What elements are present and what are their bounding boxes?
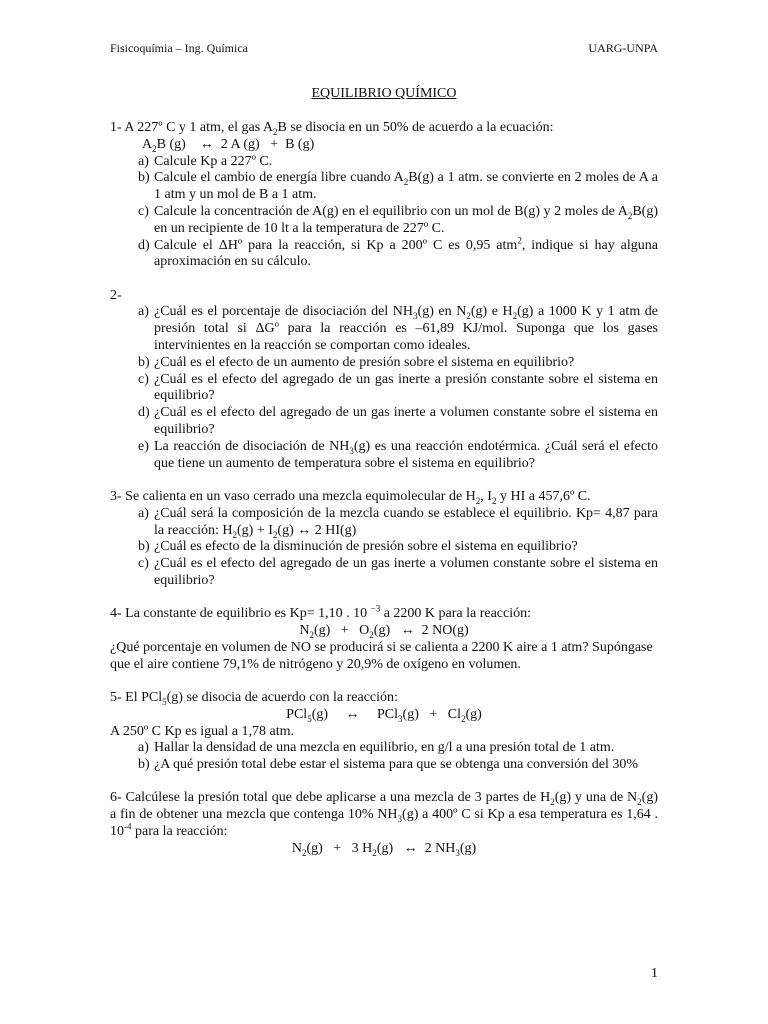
- problem-1-intro: 1- A 227º C y 1 atm, el gas $A_2B$ se disocia en un 50% de acuerdo a la ecuación:: [110, 120, 554, 137]
- problem-1-item-b: b) Calcule el cambio de energía libre cuando $A_2B(g)$ a 1 atm. se convierte en 2 moles de A a 1 atm y un mol de B a 1 atm.: [138, 170, 658, 203]
- header-institution: UARG-UNPA: [588, 41, 658, 55]
- problem-5: [110, 690, 658, 774]
- problem-3-intro: 3- Se calienta en un vaso cerrado una mezcla equimolecular de $H_2$, $I_2$ y HI a 457,6º C.: [110, 488, 591, 506]
- page-number: 1: [651, 966, 658, 981]
- problem-6: [110, 790, 658, 857]
- problem-list: [110, 120, 658, 874]
- problem-6-intro: 6- Calcúlese la presión total que debe aplicarse a una mezcla de 3 partes de $H_2(g)$ y una de $N_2(g)$ a fin de obtener una mezcla que contenga 10% $NH_3(g)$ a 400º C si Kp a esa temperatura es 1,64 . $10^{-4}$ para la reacción:: [110, 790, 659, 839]
- problem-3: [110, 489, 658, 590]
- problem-5-kp: A 250º C Kp es igual a 1,78 atm.: [110, 723, 294, 739]
- page-title: EQUILIBRIO QUÍMICO: [311, 86, 457, 101]
- problem-5-equation: PCl$_5$(g) ↔ $PCl_3(g) + Cl_2(g)$: [286, 706, 482, 724]
- problem-5-item-b: b) ¿A qué presión total debe estar el sistema para que se obtenga una conversión del 30%: [138, 757, 639, 773]
- problem-1-equation: $A_2B$ (g) ↔ 2 A (g) + B (g): [142, 136, 315, 154]
- problem-6-equation: $N_2(g) + 3$ $H_2(g)$ ↔ 2 $NH_3(g)$: [291, 840, 477, 858]
- problem-1: [110, 120, 658, 271]
- problem-2: [110, 288, 658, 473]
- problem-2-item-e: e) La reacción de disociación de $NH_3(g)$ es una reacción endotérmica. ¿Cuál será el efecto que tiene un aumento de temperatura sobre el sistema en equilibrio?: [138, 438, 658, 471]
- problem-3-item-c: c) ¿Cuál es el efecto del agregado de un gas inerte a volumen constante sobre el sistema en equilibrio?: [138, 556, 658, 588]
- problem-1-item-d: d) Calcule el ΔHº para la reacción, si Kp a 200º C es 0,95 atm$^2$, indique si hay alguna aproximación en su cálculo.: [138, 234, 658, 270]
- problem-2-item-d: d) ¿Cuál es el efecto del agregado de un gas inerte a volumen constante sobre el sistema en equilibrio?: [138, 405, 658, 438]
- problem-3-item-a: a) ¿Cuál será la composición de la mezcla cuando se establece el equilibrio. Kp= 4,87 para la reacción: $H_2(g) + I_2(g)$ ↔ 2 HI(g): [138, 505, 658, 540]
- problem-1-item-c: c) Calcule la concentración de A(g) en el equilibrio con un mol de B(g) y 2 moles de $A_2B(g)$ en un recipiente de 10 lt a la temperatura de 227º C.: [138, 203, 658, 236]
- problem-4: [110, 603, 658, 673]
- problem-4-intro: 4- La constante de equilibrio es Kp= 1,10 . 10 $^{-3}$ a 2200 K para la reacción:: [110, 603, 532, 622]
- problem-4-equation: $N_2(g) + O_2(g)$ ↔ 2 NO(g): [299, 623, 469, 640]
- header-course: Fisicoquímia – Ing. Química: [110, 41, 248, 55]
- problem-2-item-b: b) ¿Cuál es el efecto de un aumento de presión sobre el sistema en equilibrio?: [138, 354, 575, 370]
- problem-2-intro: 2-: [110, 287, 122, 303]
- problem-1-item-a: a) Calcule Kp a 227º C.: [138, 153, 273, 169]
- problem-2-item-a: a) ¿Cuál es el porcentaje de disociación del $NH_3(g)$ en $N_2(g)$ e $H_2(g)$ a 1000 K y 1 atm de presión total si ΔGº para la reacción es –61,89 KJ/mol. Suponga que los gases intervinientes en la reacción se comportan como ideales.: [138, 304, 658, 354]
- problem-5-intro: 5- El PCl$_5$(g) se disocia de acuerdo con la reacción:: [110, 689, 398, 707]
- problem-5-item-a: a) Hallar la densidad de una mezcla en equilibrio, en g/l a una presión total de 1 atm.: [138, 740, 615, 756]
- problem-3-item-b: b) ¿Cuál es efecto de la disminución de presión sobre el sistema en equilibrio?: [138, 539, 578, 555]
- problem-2-item-c: c) ¿Cuál es el efecto del agregado de un gas inerte a presión constante sobre el sistema en equilibrio?: [138, 371, 658, 404]
- problem-4-question: ¿Qué porcentaje en volumen de NO se producirá si se calienta a 2200 K aire a 1 atm? Supóngase que el aire contiene 79,1% de nitrógeno y 20,9% de oxígeno en volumen.: [110, 639, 653, 672]
